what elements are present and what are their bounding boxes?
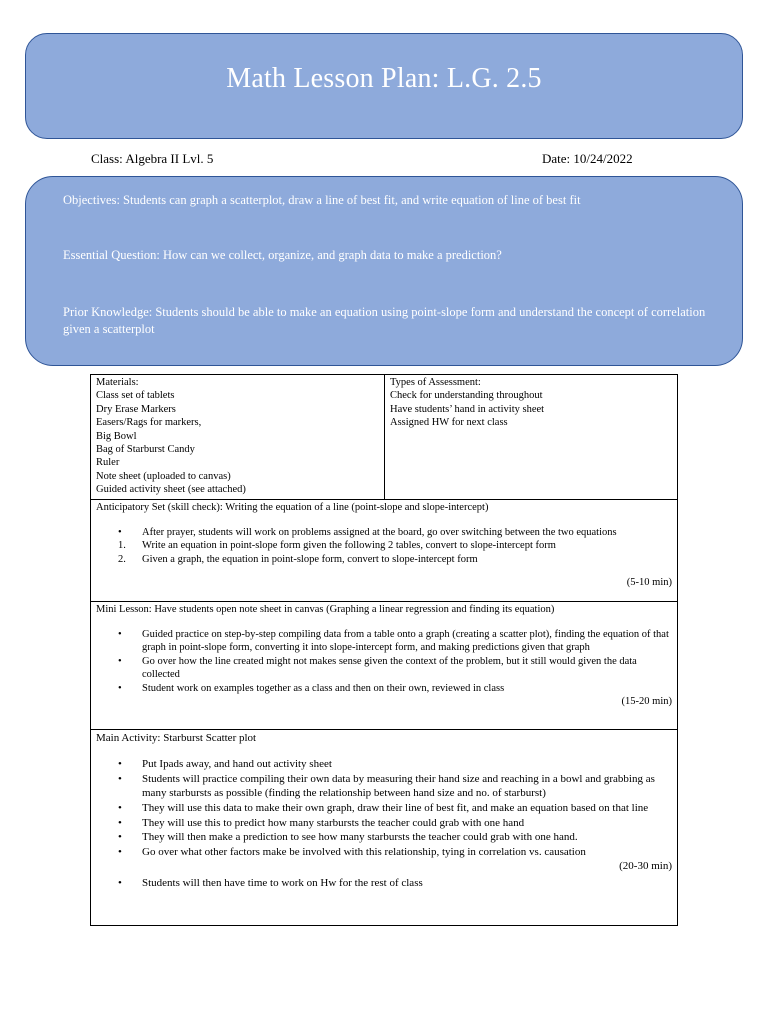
list-item: • They will then make a prediction to see how many starbursts the teacher could grab with one hand. — [96, 830, 672, 845]
material-item: Big Bowl — [96, 430, 137, 442]
list-item: • Students will then have time to work on Hw for the rest of class — [96, 876, 672, 891]
anticipatory-steps — [96, 539, 672, 566]
main-activity-final-bullets — [96, 876, 672, 891]
main-activity-row — [91, 729, 678, 925]
material-item: Note sheet (uploaded to canvas) — [96, 470, 231, 482]
main-activity-heading: Main Activity: Starburst Scatter plot — [96, 731, 257, 744]
list-item: 1. Write an equation in point-slope form given the following 2 tables, convert to slope-intercept form — [118, 540, 556, 552]
list-item: • Go over how the line created might not makes sense given the context of the problem, but it still would given the data collected — [96, 655, 672, 682]
list-item: 2. Given a graph, the equation in point-slope form, convert to slope-intercept form — [118, 553, 478, 565]
main-activity-time: (20-30 min) — [619, 860, 672, 873]
material-item: Bag of Starburst Candy — [96, 444, 195, 456]
list-item: • They will use this data to make their own graph, draw their line of best fit, and make an equation based on that line — [96, 801, 672, 816]
material-item: Ruler — [96, 457, 120, 469]
list-item: • Student work on examples together as a class and then on their own, reviewed in class — [96, 682, 672, 695]
material-item: Guided activity sheet (see attached) — [96, 484, 246, 496]
assessment-item: Assigned HW for next class — [390, 417, 508, 429]
list-item: • Students will practice compiling their own data by measuring their hand size and reaching in a bowl and grabbing as many starbursts as possible (finding the relationship between hand size and no. of starburst) — [96, 772, 672, 801]
material-item: Class set of tablets — [96, 390, 175, 402]
material-item: Dry Erase Markers — [96, 403, 176, 415]
materials-cell — [91, 375, 385, 500]
objectives-text: Objectives: Students can graph a scatterplot, draw a line of best fit, and write equation of line of best fit — [63, 193, 581, 207]
mini-lesson-bullets — [96, 628, 672, 695]
list-item: • After prayer, students will work on problems assigned at the board, go over switching between the two equations — [96, 526, 672, 539]
anticipatory-time: (5-10 min) — [626, 577, 672, 589]
anticipatory-bullets — [96, 526, 672, 539]
materials-heading: Materials: — [96, 377, 139, 388]
mini-lesson-row — [91, 601, 678, 729]
list-item: • Guided practice on step-by-step compiling data from a table onto a graph (creating a scatter plot), finding the equation of that graph in point-slope form, converting it into slope-intercept form, and making predictions given that graph — [96, 628, 672, 655]
anticipatory-heading: Anticipatory Set (skill check): Writing the equation of a line (point-slope and slope-intercept) — [96, 501, 489, 513]
overview-box — [25, 176, 743, 366]
date-label: Date: 10/24/2022 — [542, 151, 633, 166]
materials-assessment-row — [91, 375, 678, 500]
main-activity-cell — [91, 729, 678, 925]
list-item: • They will use this to predict how many starbursts the teacher could grab with one hand — [96, 816, 672, 831]
essential-question-text: Essential Question: How can we collect, organize, and graph data to make a prediction? — [63, 248, 502, 262]
list-item: • Go over what other factors make be involved with this relationship, tying in correlation vs. causation — [96, 845, 672, 860]
prior-knowledge-text: Prior Knowledge: Students should be able to make an equation using point-slope form and understand the concept of correlation given a scatterplot — [63, 305, 706, 336]
mini-lesson-heading: Mini Lesson: Have students open note sheet in canvas (Graphing a linear regression and finding its equation) — [96, 603, 555, 615]
class-label: Class: Algebra II Lvl. 5 — [91, 151, 214, 166]
anticipatory-cell — [91, 499, 678, 601]
material-item: Easers/Rags for markers, — [96, 417, 202, 429]
main-activity-bullets — [96, 757, 672, 859]
assessment-item: Check for understanding throughout — [390, 390, 543, 402]
anticipatory-row — [91, 499, 678, 601]
mini-lesson-cell — [91, 601, 678, 729]
assessment-item: Have students’ hand in activity sheet — [390, 403, 545, 415]
page-title: Math Lesson Plan: L.G. 2.5 — [226, 63, 542, 94]
lesson-plan-table — [90, 374, 678, 926]
assessment-heading: Types of Assessment: — [390, 377, 481, 388]
list-item: • Put Ipads away, and hand out activity sheet — [96, 757, 672, 772]
assessment-cell — [385, 375, 678, 500]
title-banner — [25, 33, 743, 139]
mini-lesson-time: (15-20 min) — [621, 696, 672, 708]
